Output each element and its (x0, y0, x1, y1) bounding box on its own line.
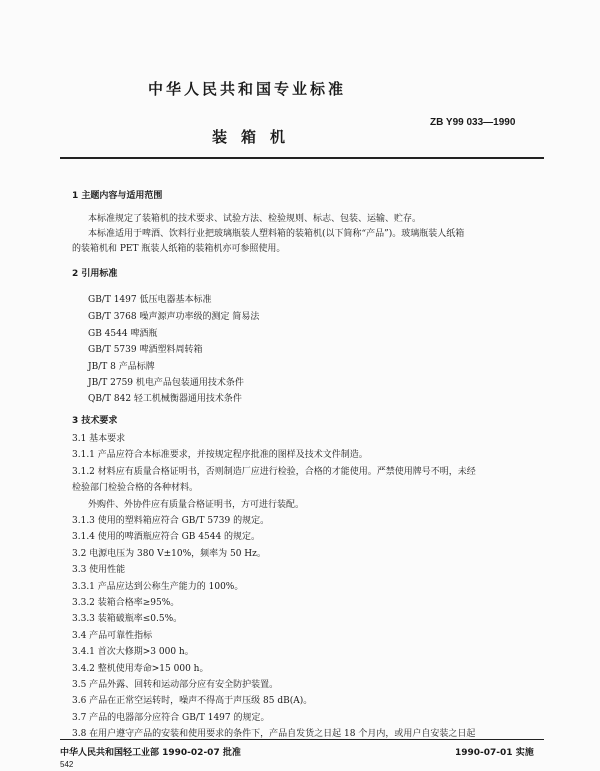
section-2-heading: 2 引用标准 (72, 269, 118, 279)
clause-line: 外购件、外协件应有质量合格证明书，方可进行装配。 (88, 499, 305, 510)
reference-item: JB/T 2759 机电产品包装通用技术条件 (88, 378, 244, 388)
clause-line: 3.1.2 材料应有质量合格证明书，否则制造厂应进行检验，合格的才能使用。严禁使用牌号不明，未经 (72, 466, 476, 477)
implementation-date: 1990-07-01 实施 (455, 748, 534, 758)
clause-line: 3.1.3 使用的塑料箱应符合 GB/T 5739 的规定。 (72, 516, 270, 526)
section-1-paragraph-1: 本标准规定了装箱机的技术要求、试验方法、检验规则、标志、包装、运输、贮存。 (88, 214, 422, 224)
clause-line: 3.1 基本要求 (72, 434, 126, 444)
clause-line: 3.3 使用性能 (72, 565, 126, 576)
clause-line: 3.3.3 装箱破瓶率≤0.5%。 (72, 614, 183, 625)
org-title: 中华人民共和国专业标准 (148, 80, 347, 98)
clause-line: 3.6 产品在正常空运转时，噪声不得高于声压级 85 dB(A)。 (72, 696, 313, 707)
clause-line: 3.1.1 产品应符合本标准要求，并按规定程序批准的图样及技术文件制造。 (72, 450, 368, 461)
reference-item: QB/T 842 轻工机械衡器通用技术条件 (88, 394, 242, 404)
reference-item: GB/T 1497 低压电器基本标准 (88, 295, 212, 305)
section-1-paragraph-2b: 的装箱机和 PET 瓶装人纸箱的装箱机亦可参照使用。 (72, 244, 286, 254)
clause-line: 检验部门检验合格的各种材料。 (72, 483, 199, 494)
clause-line: 3.8 在用户遵守产品的安装和使用要求的条件下，产品自发货之日起 18 个月内，或用户自安装之日起 (72, 729, 476, 740)
clause-line: 3.3.2 装箱合格率≥95%。 (72, 598, 180, 608)
document-title: 装箱机 (212, 128, 300, 146)
reference-item: JB/T 8 产品标牌 (88, 362, 155, 372)
clause-line: 3.4.2 整机使用寿命>15 000 h。 (72, 663, 209, 674)
reference-item: GB/T 3768 噪声源声功率级的测定 简易法 (88, 312, 260, 322)
clause-line: 3.7 产品的电器部分应符合 GB/T 1497 的规定。 (72, 712, 270, 723)
clause-line: 3.5 产品外露、回转和运动部分应有安全防护装置。 (72, 680, 279, 690)
clause-line: 3.2 电源电压为 380 V±10%，频率为 50 Hz。 (72, 548, 266, 559)
reference-item: GB/T 5739 啤酒塑料周转箱 (88, 345, 203, 355)
clause-line: 3.4.1 首次大修期>3 000 h。 (72, 647, 194, 658)
section-1-paragraph-2a: 本标准适用于啤酒、饮料行业把玻璃瓶装人塑料箱的装箱机(以下简称“产品”)。玻璃瓶装人纸箱 (88, 229, 465, 239)
header-rule (60, 157, 544, 159)
clause-line: 3.4 产品可靠性指标 (72, 630, 153, 641)
section-3-heading: 3 技术要求 (72, 416, 118, 426)
standard-code: ZB Y99 033—1990 (430, 117, 516, 128)
clause-line: 3.3.1 产品应达到公称生产能力的 100%。 (72, 581, 244, 592)
clause-line: 3.1.4 使用的啤酒瓶应符合 GB 4544 的规定。 (72, 532, 261, 543)
approval-note: 中华人民共和国轻工业部 1990-02-07 批准 (60, 748, 241, 758)
reference-item: GB 4544 啤酒瓶 (88, 329, 158, 339)
page-number: 542 (60, 760, 74, 769)
section-1-heading: 1 主题内容与适用范围 (72, 191, 163, 201)
